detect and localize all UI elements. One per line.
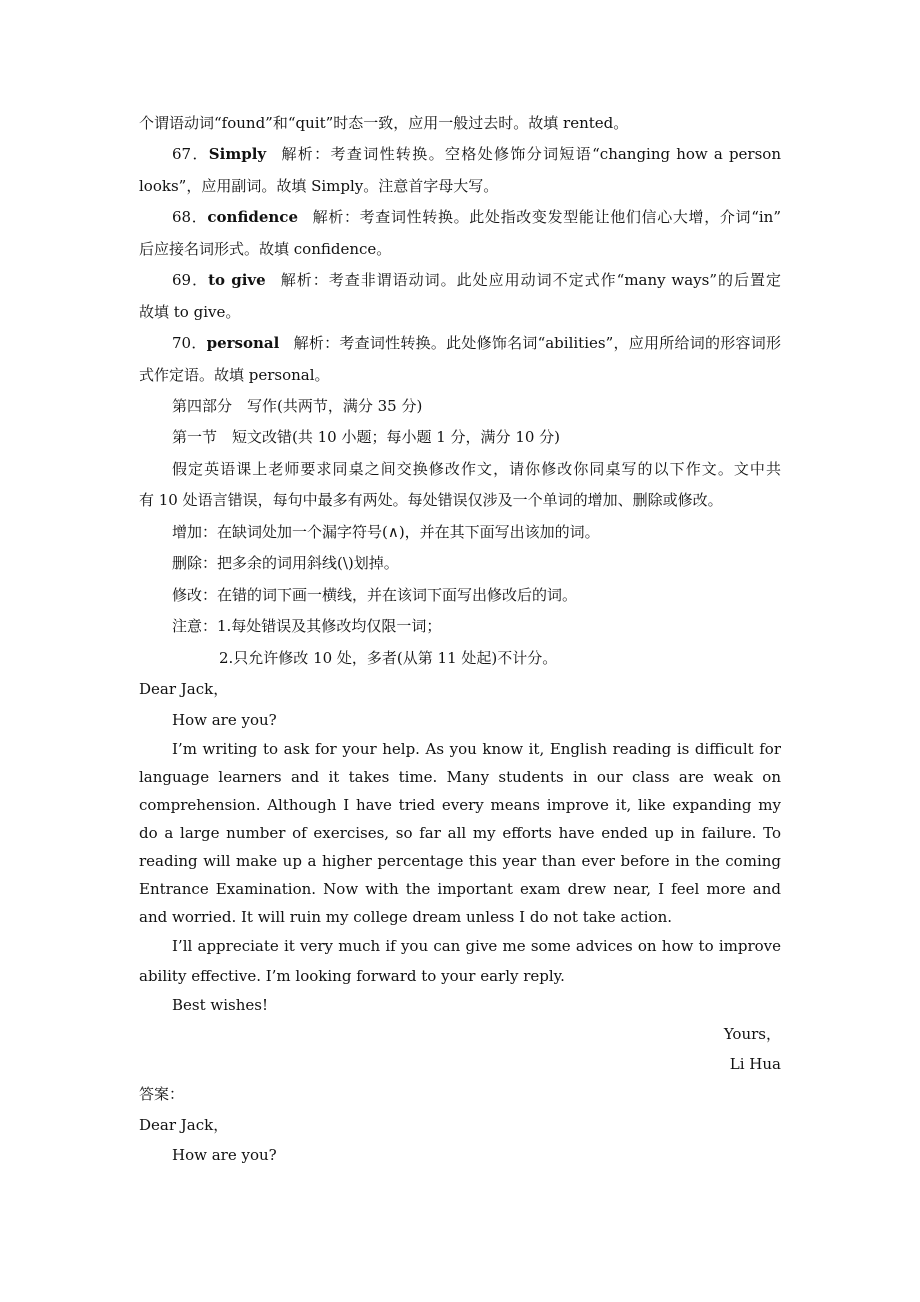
answer-key: confidence — [207, 208, 298, 226]
instructions-line — [139, 490, 781, 510]
answer-heading — [139, 1084, 781, 1104]
rule-add — [172, 522, 781, 542]
rule-delete — [172, 553, 781, 573]
text-line: ability effective. I’m looking forward to your early reply. — [139, 967, 565, 985]
letter-body-line — [139, 879, 781, 899]
answer-70 — [172, 333, 781, 353]
answer-salutation — [139, 1115, 781, 1135]
rule-modify — [172, 585, 781, 605]
letter-salutation — [139, 679, 781, 699]
text-line: 第四部分 写作(共两节，满分 35 分) — [172, 397, 423, 415]
letter-body-line — [139, 851, 781, 871]
answer-69 — [172, 270, 781, 290]
answer-66-continuation — [139, 113, 781, 133]
letter-signature — [139, 1054, 781, 1074]
answer-greeting — [172, 1145, 781, 1165]
text-line: 个谓语动词“found”和“quit”时态一致，应用一般过去时。故填 rented。 — [139, 114, 629, 132]
text-line: comprehension. Although I have tried every means improve it, like expanding my — [139, 796, 781, 814]
answer-explanation: 解析：考查词性转换。空格处修饰分词短语“changing how a person — [280, 145, 781, 163]
answer-number: 68． — [172, 208, 208, 226]
answer-key: personal — [206, 334, 280, 352]
text-line: 2.只允许修改 10 处，多者(从第 11 处起)不计分。 — [219, 649, 558, 667]
note-2 — [219, 648, 781, 668]
answer-number: 67． — [172, 145, 209, 163]
letter-body-line — [139, 907, 781, 927]
text-line: How are you? — [172, 1146, 277, 1164]
letter-signoff — [139, 1024, 781, 1044]
answer-key: to give — [208, 271, 266, 289]
answer-explanation: 解析：考查词性转换。此处指改变发型能让他们信心大增，介词“in” — [312, 208, 781, 226]
note-1 — [172, 616, 781, 636]
answer-explanation: 解析：考查非谓语动词。此处应用动词不定式作“many ways”的后置定 — [279, 271, 781, 289]
text-line: 删除：把多余的词用斜线(\)划掉。 — [172, 554, 399, 572]
subsection-heading — [172, 427, 781, 447]
letter-body-line — [139, 767, 781, 787]
answer-number: 69． — [172, 271, 209, 289]
text-line: 假定英语课上老师要求同桌之间交换修改作文，请你修改你同桌写的以下作文。文中共 — [172, 460, 781, 478]
text-line: Dear Jack， — [139, 1116, 229, 1134]
section-heading — [172, 396, 781, 416]
letter-body-line — [139, 823, 781, 843]
answer-70-continuation — [139, 365, 781, 385]
letter-body-line — [172, 936, 781, 956]
instructions-line — [172, 459, 781, 479]
text-line: 答案： — [139, 1085, 185, 1103]
text-line: 有 10 处语言错误，每句中最多有两处。每处错误仅涉及一个单词的增加、删除或修改。 — [139, 491, 723, 509]
text-line: 注意：1.每处错误及其修改均仅限一词； — [172, 617, 442, 635]
text-line: Dear Jack， — [139, 680, 229, 698]
text-line: 故填 to give。 — [139, 303, 241, 321]
letter-body-line — [139, 966, 781, 986]
answer-68 — [172, 207, 781, 227]
text-line: 第一节 短文改错(共 10 小题；每小题 1 分，满分 10 分) — [172, 428, 561, 446]
text-line: and worried. It will ruin my college dream unless I do not take action. — [139, 908, 673, 926]
text-line: How are you? — [172, 711, 277, 729]
text-line: Best wishes! — [172, 996, 268, 1014]
text-line: 式作定语。故填 personal。 — [139, 366, 330, 384]
letter-closing — [172, 995, 781, 1015]
text-line: Entrance Examination. Now with the important exam drew near, I feel more and — [139, 880, 781, 898]
letter-body-line — [139, 795, 781, 815]
answer-67-continuation — [139, 176, 781, 196]
answer-69-continuation — [139, 302, 781, 322]
text-line: do a large number of exercises, so far all my efforts have ended up in failure. To — [139, 824, 781, 842]
letter-greeting — [172, 710, 781, 730]
text-line: 增加：在缺词处加一个漏字符号(∧)，并在其下面写出该加的词。 — [172, 523, 600, 541]
answer-68-continuation — [139, 239, 781, 259]
answer-67 — [172, 144, 781, 164]
answer-number: 70． — [172, 334, 207, 352]
text-line: 后应接名词形式。故填 confidence。 — [139, 240, 392, 258]
text-line: I’m writing to ask for your help. As you know it, English reading is difficult for — [172, 740, 781, 758]
text-line: Yours， — [723, 1025, 781, 1043]
answer-key: Simply — [208, 145, 267, 163]
letter-body-line — [172, 739, 781, 759]
text-line: I’ll appreciate it very much if you can give me some advices on how to improve — [172, 937, 781, 955]
text-line: reading will make up a higher percentage this year than ever before in the coming — [139, 852, 781, 870]
text-line: Li Hua — [729, 1055, 781, 1073]
text-line: language learners and it takes time. Many students in our class are weak on — [139, 768, 781, 786]
text-line: looks”，应用副词。故填 Simply。注意首字母大写。 — [139, 177, 499, 195]
answer-explanation: 解析：考查词性转换。此处修饰名词“abilities”，应用所给词的形容词形 — [293, 334, 781, 352]
text-line: 修改：在错的词下画一横线，并在该词下面写出修改后的词。 — [172, 586, 578, 604]
